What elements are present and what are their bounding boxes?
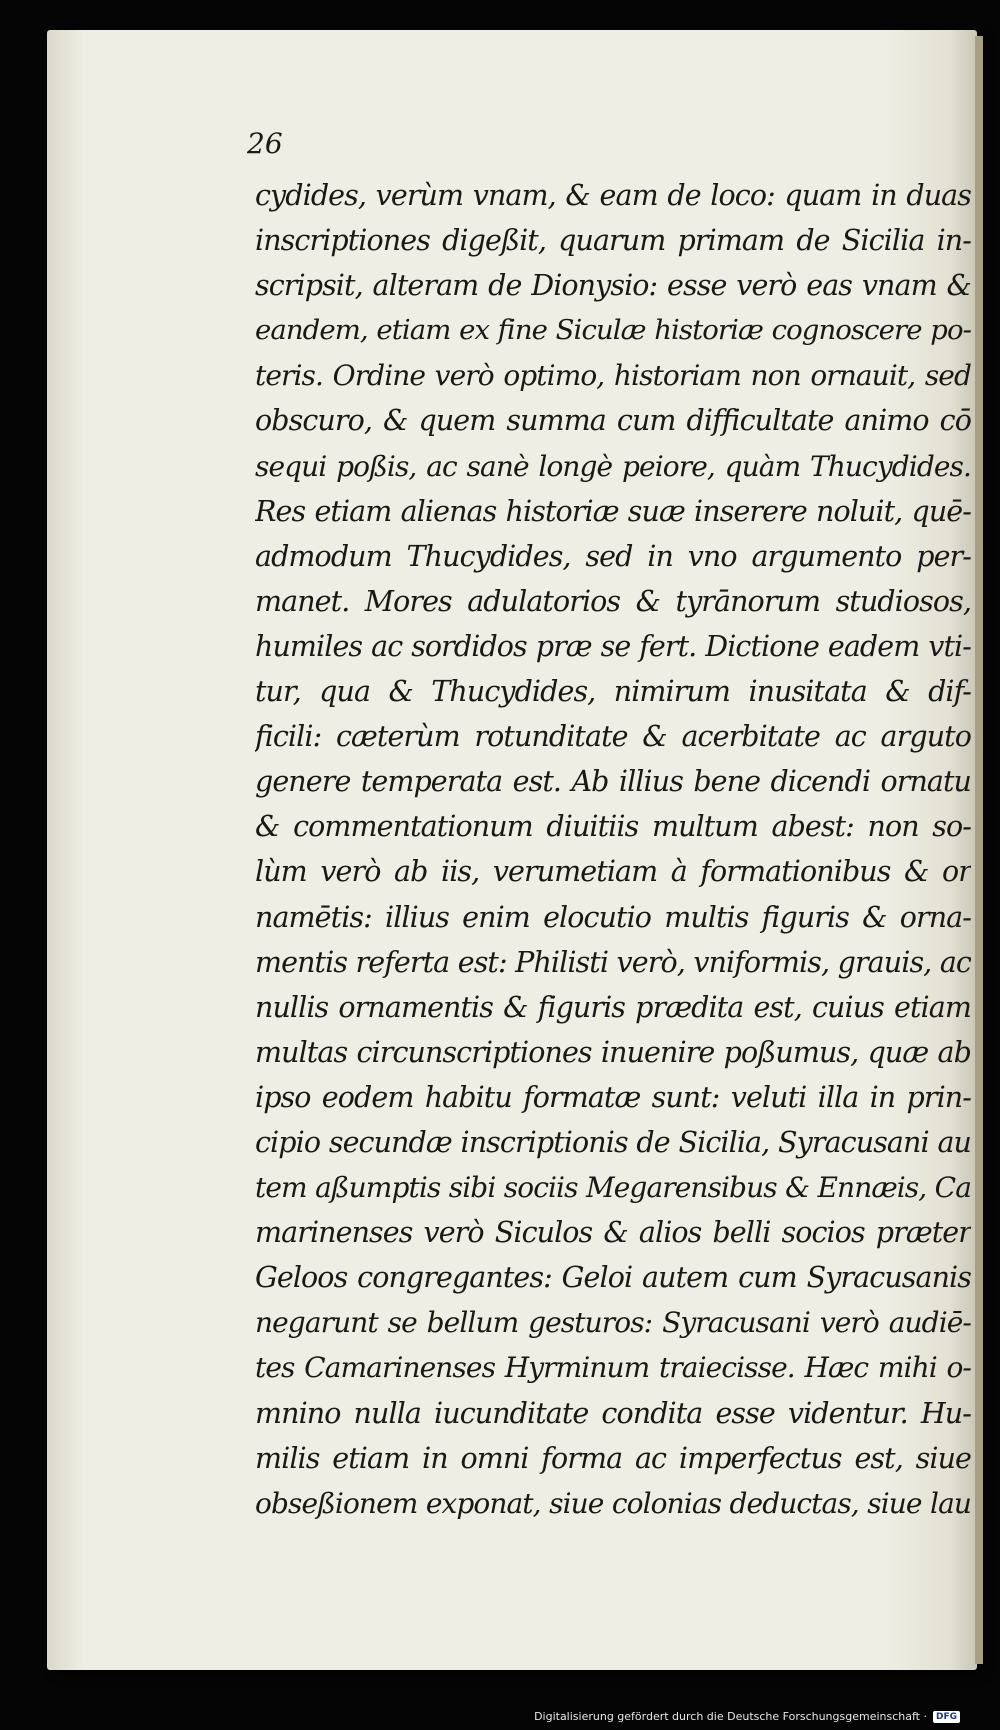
dfg-logo: DFG (933, 1711, 960, 1723)
text-line: & commentationum diuitiis multum abest: non so- (255, 810, 971, 844)
text-line: inscriptiones digeßit, quarum primam de Sicilia in- (255, 224, 971, 258)
text-line: cipio secundæ inscriptionis de Sicilia, Syracusani au (255, 1125, 971, 1159)
text-line: multas circunscriptiones inuenire poßumus, quæ ab (255, 1035, 971, 1069)
page-edge (975, 36, 983, 1664)
credit-text: Digitalisierung gefördert durch die Deutsche Forschungsgemeinschaft · (534, 1710, 927, 1723)
text-line: admodum Thucydides, sed in vno argumento per- (255, 539, 971, 573)
text-block (255, 173, 971, 1526)
text-line: sequi poßis, ac sanè longè peiore, quàm Thucydides. (255, 449, 971, 483)
text-line: Geloos congregantes: Geloi autem cum Syracusanis (255, 1261, 971, 1295)
text-line: manet. Mores adulatorios & tyrānorum studiosos, (255, 584, 971, 618)
text-line: scripsit, alteram de Dionysio: esse verò eas vnam & (255, 269, 971, 303)
text-line: lùm verò ab iis, verumetiam à formationibus & or (255, 855, 971, 889)
text-line: Res etiam alienas historiæ suæ inserere noluit, quē- (255, 494, 971, 528)
page-number: 26 (247, 127, 283, 160)
text-line: genere temperata est. Ab illius bene dicendi ornatu (255, 765, 971, 799)
text-line: milis etiam in omni forma ac imperfectus est, siue (255, 1441, 971, 1475)
text-line: teris. Ordine verò optimo, historiam non ornauit, sed (255, 359, 971, 393)
text-line: tes Camarinenses Hyrminum traiecisse. Hæc mihi o- (255, 1351, 971, 1385)
text-line: mnino nulla iucunditate condita esse videntur. Hu- (255, 1396, 971, 1430)
text-line: tur, qua & Thucydides, nimirum inusitata & dif- (255, 675, 971, 709)
text-line: obscuro, & quem summa cum difficultate animo cō (255, 404, 971, 438)
digitization-credit (534, 1710, 960, 1723)
text-line: marinenses verò Siculos & alios belli socios præter (255, 1216, 971, 1250)
text-line: tem aßumptis sibi sociis Megarensibus & Ennæis, Ca (255, 1171, 971, 1205)
text-line: namētis: illius enim elocutio multis figuris & orna- (255, 900, 971, 934)
text-line: ipso eodem habitu formatæ sunt: veluti illa in prin- (255, 1080, 971, 1114)
text-line: negarunt se bellum gesturos: Syracusani verò audiē- (255, 1306, 971, 1340)
text-line: obseßionem exponat, siue colonias deductas, siue lau (255, 1486, 971, 1520)
text-line: mentis referta est: Philisti verò, vniformis, grauis, ac (255, 945, 971, 979)
book-page (47, 30, 977, 1670)
text-line: cydides, verùm vnam, & eam de loco: quam in duas (255, 179, 971, 212)
text-line: nullis ornamentis & figuris prædita est, cuius etiam (255, 990, 971, 1024)
text-line: eandem, etiam ex fine Siculæ historiæ cognoscere po- (255, 314, 971, 347)
text-line: ficili: cæterùm rotunditate & acerbitate ac arguto (255, 720, 971, 754)
text-line: humiles ac sordidos præ se fert. Dictione eadem vti- (255, 629, 971, 663)
